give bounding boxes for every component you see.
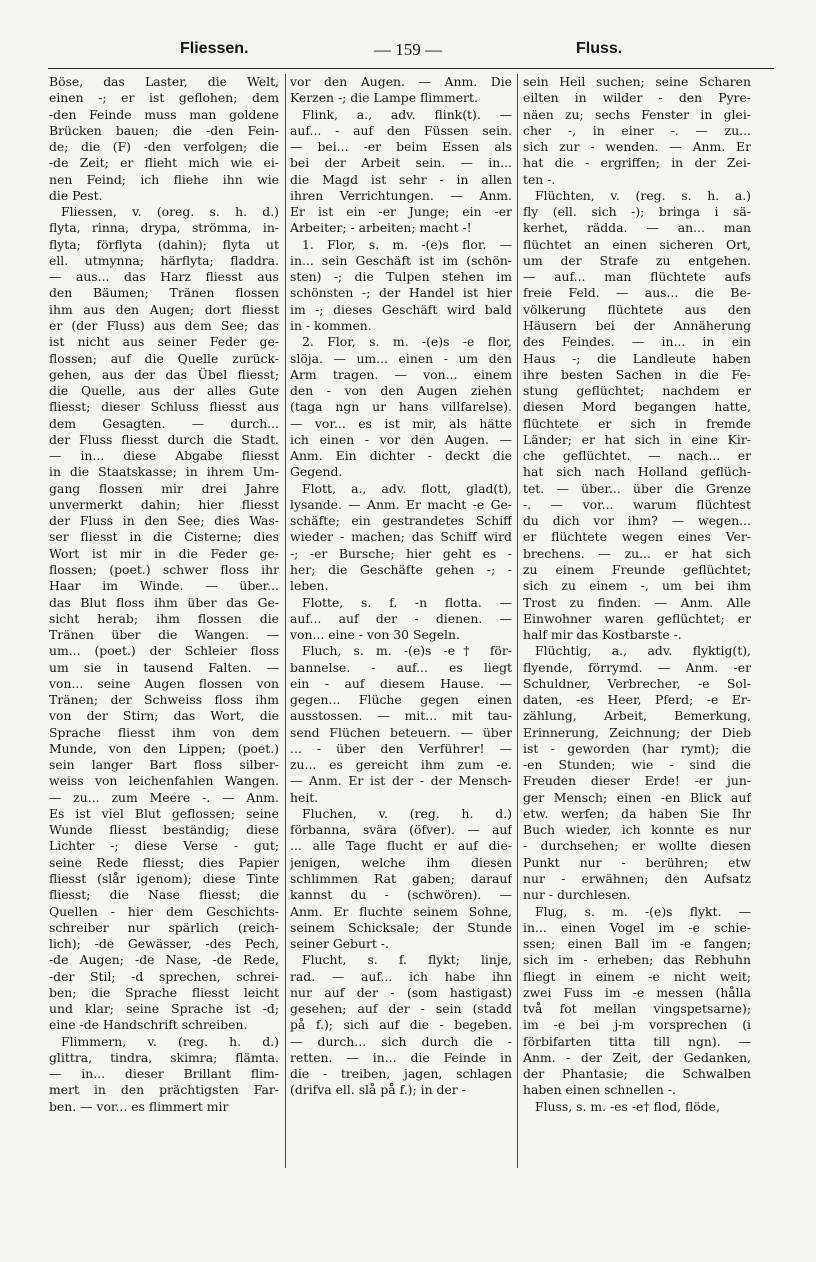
text-line: cher -, in einer -. — zu... xyxy=(523,122,751,138)
text-line: sich zu einem -, um bei ihm xyxy=(523,578,751,594)
text-line: Quellen - hier dem Geschichts- xyxy=(49,903,279,919)
text-line: Wort ist mir in die Feder ge- xyxy=(49,545,279,561)
text-line: ihm aus den Augen; dort fliesst xyxy=(49,301,279,317)
text-line: - durchsehen; er wollte diesen xyxy=(523,838,751,854)
column-2 xyxy=(290,74,512,1178)
text-line: diesen Mord begangen hatte, xyxy=(523,399,751,415)
text-line: Munde, von den Lippen; (poet.) xyxy=(49,740,279,756)
text-line: de; die (F) -den verfolgen; die xyxy=(49,139,279,155)
text-line: Fluchen, v. (reg. h. d.) xyxy=(302,805,512,821)
text-line: Flotte, s. f. -n flotta. — xyxy=(302,594,512,610)
text-line: des Feindes. — in... in ein xyxy=(523,334,751,350)
text-line: in die Staatskasse; in ihrem Um- xyxy=(49,464,279,480)
column-divider xyxy=(517,74,518,1168)
text-line: -de Augen; -de Nase, -de Rede, xyxy=(49,952,279,968)
text-line: ben. — vor... es flimmert mir xyxy=(49,1098,229,1114)
text-line: nur auf der - (som hastigast) xyxy=(290,984,512,1000)
text-line: Flüchtig, a., adv. flyktig(t), xyxy=(535,643,751,659)
text-line: er (der Fluss) aus dem See; das xyxy=(49,317,279,333)
text-line: ger Mensch; einen -en Blick auf xyxy=(523,789,751,805)
text-line: half mir das Kostbarste -. xyxy=(523,627,682,643)
text-line: lysande. — Anm. Er macht -e Ge- xyxy=(290,496,512,512)
text-line: sich im - erheben; das Rebhuhn xyxy=(523,952,751,968)
text-line: der Fluss in den See; dies Was- xyxy=(49,513,279,529)
text-line: -den Feinde muss man goldene xyxy=(49,106,279,122)
text-line: Haar im Winde. — über... xyxy=(49,578,279,594)
text-line: Flott, a., adv. flott, glad(t), xyxy=(302,480,512,496)
text-line: flossen; (poet.) schwer floss ihr xyxy=(49,561,279,577)
text-line: sein Heil suchen; seine Scharen xyxy=(523,74,751,89)
column-1 xyxy=(49,74,279,1178)
text-line: fly (ell. sich -); bringa i sä- xyxy=(523,204,751,220)
text-line: sich zur - wenden. — Anm. Er xyxy=(523,139,751,155)
text-line: Schuldner, Verbrecher, -e Sol- xyxy=(523,675,751,691)
text-line: ihren Verrichtungen. — Anm. xyxy=(290,187,512,203)
text-line: stung geflüchtet; nachdem er xyxy=(523,383,751,399)
text-line: — in... diese Abgabe fliesst xyxy=(49,448,279,464)
text-line: schäfte; ein gestrandetes Schiff xyxy=(290,513,512,529)
text-line: Länder; er hat sich in eine Kir- xyxy=(523,431,751,447)
text-line: einen -; er ist geflohen; dem xyxy=(49,90,279,106)
text-line: schönsten -; der Handel ist hier xyxy=(290,285,512,301)
text-line: Anm. Er fluchte seinem Sohne, xyxy=(290,903,512,919)
text-line: zu... es gereicht ihm zum -e. xyxy=(290,757,512,773)
text-line: etw. werfen; da haben Sie Ihr xyxy=(523,805,751,821)
text-line: ist nicht aus seiner Feder ge- xyxy=(49,334,279,350)
text-line: — durch... sich durch die - xyxy=(290,1033,512,1049)
text-line: Sprache fliesst ihm von dem xyxy=(49,724,279,740)
text-line: på f.); sich auf die - begeben. xyxy=(290,1017,512,1033)
text-line: das Blut floss ihm über das Ge- xyxy=(49,594,279,610)
text-line: in - kommen. xyxy=(290,317,372,333)
text-line: der Phantasie; die Schwalben xyxy=(523,1066,751,1082)
text-line: er flüchtete wegen eines Ver- xyxy=(523,529,751,545)
text-line: lich); -de Gewässer, -des Pech, xyxy=(49,936,279,952)
text-line: -; -er Bursche; hier geht es - xyxy=(290,545,512,561)
text-line: — Anm. Er ist der - der Mensch- xyxy=(290,773,512,789)
text-line: Er ist ein -er Junge; ein -er xyxy=(290,204,512,220)
text-line: förbifarten titta till ngn). — xyxy=(523,1033,751,1049)
text-line: zählung, Arbeit, Bemerkung, xyxy=(523,708,751,724)
text-line: den Bäumen; Tränen flossen xyxy=(49,285,279,301)
text-line: tet. — über... über die Grenze xyxy=(523,480,751,496)
text-line: Flüchten, v. (reg. s. h. a.) xyxy=(535,187,751,203)
text-line: um... (poet.) der Schleier floss xyxy=(49,643,279,659)
text-line: ihre besten Sachen in die Fe- xyxy=(523,366,751,382)
text-line: Punkt nur - berühren; etw xyxy=(523,854,751,870)
text-line: eine -de Handschrift schreiben. xyxy=(49,1017,248,1033)
text-line: seinem Schicksale; der Stunde xyxy=(290,919,512,935)
text-line: Einwohner waren geflüchtet; er xyxy=(523,610,751,626)
text-line: im -e bei j-m vorsprechen (i xyxy=(523,1017,751,1033)
text-line: — auf... man flüchtete aufs xyxy=(523,269,751,285)
text-line: (drifva ell. slå på f.); in der - xyxy=(290,1082,466,1098)
text-line: Flug, s. m. -(e)s flykt. — xyxy=(535,903,751,919)
text-line: rad. — auf... ich habe ihn xyxy=(290,968,512,984)
text-line: von... eine - von 30 Segeln. xyxy=(290,627,460,643)
text-line: gang flossen mir drei Jahre xyxy=(49,480,279,496)
text-line: två fot mellan vingspetsarne); xyxy=(523,1001,751,1017)
text-line: freie Feld. — aus... die Be- xyxy=(523,285,751,301)
text-line: brechens. — zu... er hat sich xyxy=(523,545,751,561)
text-line: Tränen über die Wangen. — xyxy=(49,627,279,643)
text-line: ser fliesst in die Cisterne; dies xyxy=(49,529,279,545)
text-line: nen Feind; ich fliehe ihn wie xyxy=(49,171,279,187)
text-line: auf... auf der - dienen. — xyxy=(290,610,512,626)
text-line: schlimmen Rat gaben; darauf xyxy=(290,871,512,887)
text-line: Flink, a., adv. flink(t). — xyxy=(302,106,512,122)
text-line: Trost zu finden. — Anm. Alle xyxy=(523,594,751,610)
text-line: Lichter -; diese Verse - gut; xyxy=(49,838,279,854)
text-line: ... - über den Verführer! — xyxy=(290,740,512,756)
text-line: heit. xyxy=(290,789,319,805)
text-line: — zu... zum Meere -. — Anm. xyxy=(49,789,279,805)
text-line: flüchtet an einen sicheren Ort, xyxy=(523,236,751,252)
text-line: dem Gesagten. — durch... xyxy=(49,415,279,431)
column-3 xyxy=(523,74,751,1178)
text-line: hat sich nach Holland geflüch- xyxy=(523,464,751,480)
text-line: nur - erwähnen; den Aufsatz xyxy=(523,871,751,887)
text-line: kerhet, rädda. — an... man xyxy=(523,220,751,236)
text-line: Tränen; der Schweiss floss ihm xyxy=(49,692,279,708)
text-line: die Pest. xyxy=(49,187,103,203)
text-line: jenigen, welche ihm diesen xyxy=(290,854,512,870)
text-line: Fluss, s. m. -es -e† flod, flöde, xyxy=(535,1098,720,1114)
text-line: fliesst; die Nase fliesst; die xyxy=(49,887,279,903)
text-line: seiner Geburt -. xyxy=(290,936,389,952)
text-line: näen zu; sechs Fenster in glei- xyxy=(523,106,751,122)
text-line: du dich vor ihm? — wegen... xyxy=(523,513,751,529)
text-line: gegen... Flüche gegen einen xyxy=(290,692,512,708)
text-line: Freuden dieser Erde! -er jun- xyxy=(523,773,751,789)
text-line: ssen; einen Ball im -e fangen; xyxy=(523,936,751,952)
text-line: -der Stil; -d sprechen, schrei- xyxy=(49,968,279,984)
text-line: ist - geworden (har rymt); die xyxy=(523,740,751,756)
text-line: wieder - machen; das Schiff wird xyxy=(290,529,512,545)
text-line: (taga ngn ur hans villfarelse). xyxy=(290,399,512,415)
text-line: um der Strafe zu entgehen. xyxy=(523,252,751,268)
text-line: die Magd ist sehr - in allen xyxy=(290,171,512,187)
text-line: hat die - ergriffen; in der Zei- xyxy=(523,155,751,171)
text-line: Buch wieder, ich konnte es nur xyxy=(523,822,751,838)
text-line: fliegt in einem -e nicht weit; xyxy=(523,968,751,984)
text-line: vor den Augen. — Anm. Die xyxy=(290,74,512,89)
text-line: fliesst; dieser Schluss fliesst aus xyxy=(49,399,279,415)
text-line: in... sein Geschäft ist im (schön- xyxy=(290,252,512,268)
text-line: ell. utmynna; härflyta; fladdra. xyxy=(49,252,279,268)
text-line: von... seine Augen flossen von xyxy=(49,675,279,691)
text-line: flyta; förflyta (dahin); flyta ut xyxy=(49,236,279,252)
text-line: Arm tragen. — von... einem xyxy=(290,366,512,382)
text-line: Gegend. xyxy=(290,464,343,480)
text-line: in... einen Vogel im -e schie- xyxy=(523,919,751,935)
text-line: daten, -es Heer, Pferd; -e Er- xyxy=(523,692,751,708)
column-divider xyxy=(285,74,286,1168)
text-line: che geflüchtet. — nach... er xyxy=(523,448,751,464)
text-line: unvermerkt dahin; hier fliesst xyxy=(49,496,279,512)
text-line: send Flüchen beteuern. — über xyxy=(290,724,512,740)
text-line: Es ist viel Blut geflossen; seine xyxy=(49,805,279,821)
text-line: 2. Flor, s. m. -(e)s -e flor, xyxy=(302,334,512,350)
text-line: Anm. Ein dichter - deckt die xyxy=(290,448,512,464)
text-line: 1. Flor, s. m. -(e)s flor. — xyxy=(302,236,512,252)
text-line: völkerung flüchtete aus den xyxy=(523,301,751,317)
text-line: ein - auf diesem Hause. — xyxy=(290,675,512,691)
text-line: Kerzen -; die Lampe flimmert. xyxy=(290,90,478,106)
text-line: flyta, rinna, drypa, strömma, in- xyxy=(49,220,279,236)
text-line: glittra, tindra, skimra; flämta. xyxy=(49,1049,279,1065)
header-left-guideword: Fliessen. xyxy=(180,40,249,57)
text-line: Brücken bauen; die -den Fein- xyxy=(49,122,279,138)
text-line: schreiber nur spärlich (reich- xyxy=(49,919,279,935)
text-line: den - von den Augen ziehen xyxy=(290,383,512,399)
text-line: sicht herab; ihm flossen die xyxy=(49,610,279,626)
text-line: sein langer Bart floss silber- xyxy=(49,757,279,773)
text-line: ten -. xyxy=(523,171,556,187)
text-line: Böse, das Laster, die Welt, xyxy=(49,74,279,89)
text-line: — in... dieser Brillant flim- xyxy=(49,1066,279,1082)
text-line: bannelse. - auf... es liegt xyxy=(290,659,512,675)
text-line: Wunde fliesst beständig; diese xyxy=(49,822,279,838)
text-line: ich einen - vor den Augen. — xyxy=(290,431,512,447)
text-line: -de Zeit; er flieht mich wie ei- xyxy=(49,155,279,171)
text-line: eilten in wilder - den Pyre- xyxy=(523,90,751,106)
text-line: Arbeiter; - arbeiten; macht -! xyxy=(290,220,472,236)
header-rule xyxy=(48,68,774,69)
text-line: flyende, förrymd. — Anm. -er xyxy=(523,659,751,675)
text-line: ... alle Tage flucht er auf die- xyxy=(290,838,512,854)
text-line: flossen; auf die Quelle zurück- xyxy=(49,350,279,366)
text-line: um sie in tausend Falten. — xyxy=(49,659,279,675)
text-line: weiss von leichenfahlen Wangen. xyxy=(49,773,279,789)
text-line: -en Stunden; wie - sind die xyxy=(523,757,751,773)
text-line: zwei Fuss im -e messen (hålla xyxy=(523,984,751,1000)
text-line: die - treiben, jagen, schlagen xyxy=(290,1066,512,1082)
text-line: -. — vor... warum flüchtest xyxy=(523,496,751,512)
text-line: Haus -; die Landleute haben xyxy=(523,350,751,366)
text-line: von der Stirn; das Wort, die xyxy=(49,708,279,724)
text-line: — aus... das Harz fliesst aus xyxy=(49,269,279,285)
text-line: Flimmern, v. (reg. h. d.) xyxy=(61,1033,279,1049)
text-line: her; die Geschäfte gehen -; - xyxy=(290,561,512,577)
text-line: Anm. - der Zeit, der Gedanken, xyxy=(523,1049,751,1065)
text-line: retten. — in... die Feinde in xyxy=(290,1049,512,1065)
text-line: der Fluss fliesst durch die Stadt. xyxy=(49,431,279,447)
text-line: flüchtete er sich in fremde xyxy=(523,415,751,431)
text-line: gehen, aus der das Übel fliesst; xyxy=(49,366,279,382)
text-line: auf... - auf den Füssen sein. xyxy=(290,122,512,138)
text-line: fliesst (slår igenom); diese Tinte xyxy=(49,871,279,887)
text-line: leben. xyxy=(290,578,329,594)
header-right-guideword: Fluss. xyxy=(576,40,623,57)
text-line: Fluch, s. m. -(e)s -e† för- xyxy=(302,643,512,659)
text-line: gesehen; auf der - sein (stadd xyxy=(290,1001,512,1017)
text-line: Erinnerung, Zeichnung; der Dieb xyxy=(523,724,751,740)
text-line: und klar; seine Sprache ist -d; xyxy=(49,1001,279,1017)
text-line: zu einem Freunde geflüchtet; xyxy=(523,561,751,577)
text-line: nur - durchlesen. xyxy=(523,887,631,903)
text-line: sten) -; die Tulpen stehen im xyxy=(290,269,512,285)
text-line: slöja. — um... einen - um den xyxy=(290,350,512,366)
text-line: ben; die Sprache fliesst leicht xyxy=(49,984,279,1000)
page-number: — 159 — xyxy=(374,40,442,59)
text-line: — bei... -er beim Essen als xyxy=(290,139,512,155)
text-line: im -; dieses Geschäft wird bald xyxy=(290,301,512,317)
text-line: seine Rede fliesst; dies Papier xyxy=(49,854,279,870)
text-line: die Quelle, aus der alles Gute xyxy=(49,383,279,399)
text-line: förbanna, svära (öfver). — auf xyxy=(290,822,512,838)
text-line: Häusern bei der Annäherung xyxy=(523,317,751,333)
text-line: ausstossen. — mit... mit tau- xyxy=(290,708,512,724)
text-line: bei der Arbeit sein. — in... xyxy=(290,155,512,171)
text-line: kannst du - (schwören). — xyxy=(290,887,512,903)
text-line: — vor... es ist mir, als hätte xyxy=(290,415,512,431)
page-header xyxy=(0,40,816,62)
text-line: mert in den prächtigsten Far- xyxy=(49,1082,279,1098)
text-line: Fliessen, v. (oreg. s. h. d.) xyxy=(61,204,279,220)
text-line: haben einen schnellen -. xyxy=(523,1082,676,1098)
text-line: Flucht, s. f. flykt; linje, xyxy=(302,952,512,968)
